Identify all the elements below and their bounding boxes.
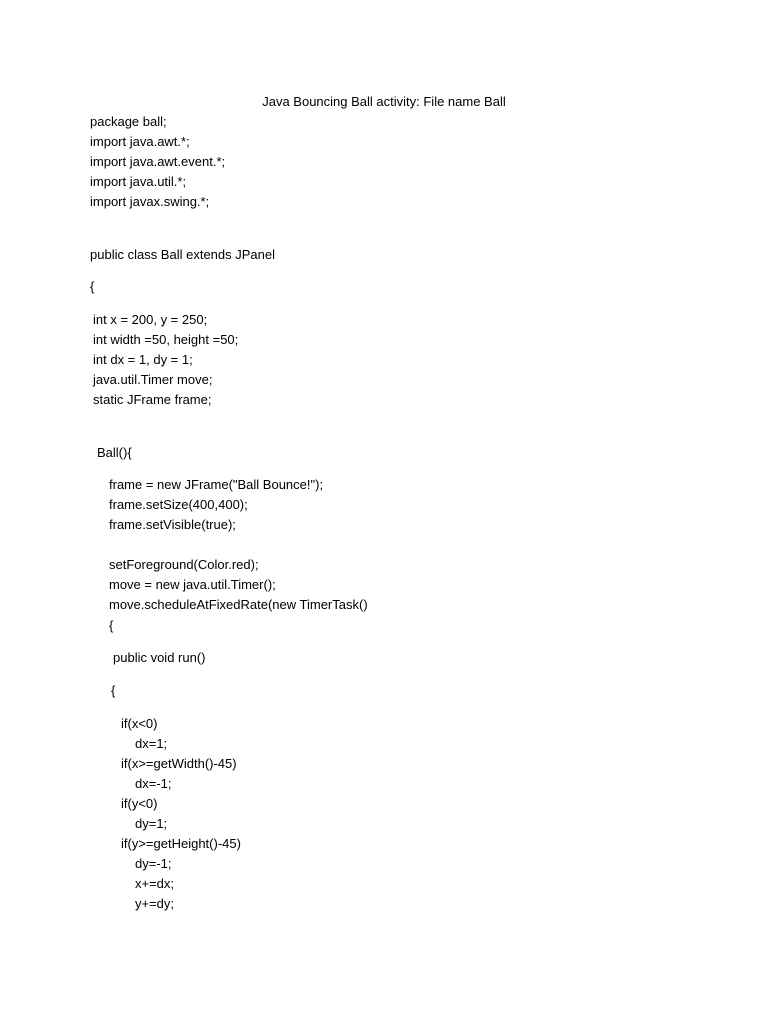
code-line: frame.setSize(400,400); [109, 497, 248, 512]
code-line: import javax.swing.*; [90, 194, 210, 209]
code-line: import java.util.*; [90, 174, 187, 189]
document-title [0, 94, 768, 110]
code-line: int width =50, height =50; [93, 332, 239, 347]
code-line: dx=1; [135, 736, 168, 751]
code-line: static JFrame frame; [93, 392, 212, 407]
code-line: x+=dx; [135, 876, 175, 891]
code-line: setForeground(Color.red); [109, 557, 259, 572]
code-line: { [111, 683, 116, 698]
code-line: int x = 200, y = 250; [93, 312, 208, 327]
code-line: public void run() [113, 650, 206, 665]
code-line: frame.setVisible(true); [109, 517, 236, 532]
code-line: int dx = 1, dy = 1; [93, 352, 193, 367]
code-line: move.scheduleAtFixedRate(new TimerTask() [109, 597, 368, 612]
code-line: package ball; [90, 114, 167, 129]
code-line: dy=-1; [135, 856, 172, 871]
code-line: move = new java.util.Timer(); [109, 577, 276, 592]
code-line: frame = new JFrame("Ball Bounce!"); [109, 477, 324, 492]
code-line: { [90, 279, 95, 294]
code-line: dx=-1; [135, 776, 172, 791]
code-line: y+=dy; [135, 896, 175, 911]
code-line: if(y<0) [121, 796, 158, 811]
code-line: if(x>=getWidth()-45) [121, 756, 237, 771]
code-line: import java.awt.event.*; [90, 154, 226, 169]
code-line: public class Ball extends JPanel [90, 247, 275, 262]
code-line: import java.awt.*; [90, 134, 190, 149]
code-line: if(x<0) [121, 716, 158, 731]
code-line: if(y>=getHeight()-45) [121, 836, 241, 851]
document-title-text: Java Bouncing Ball activity: File name Ball [262, 94, 506, 109]
code-line: Ball(){ [97, 445, 132, 460]
code-line: java.util.Timer move; [93, 372, 213, 387]
code-line: { [109, 618, 114, 633]
code-line: dy=1; [135, 816, 168, 831]
